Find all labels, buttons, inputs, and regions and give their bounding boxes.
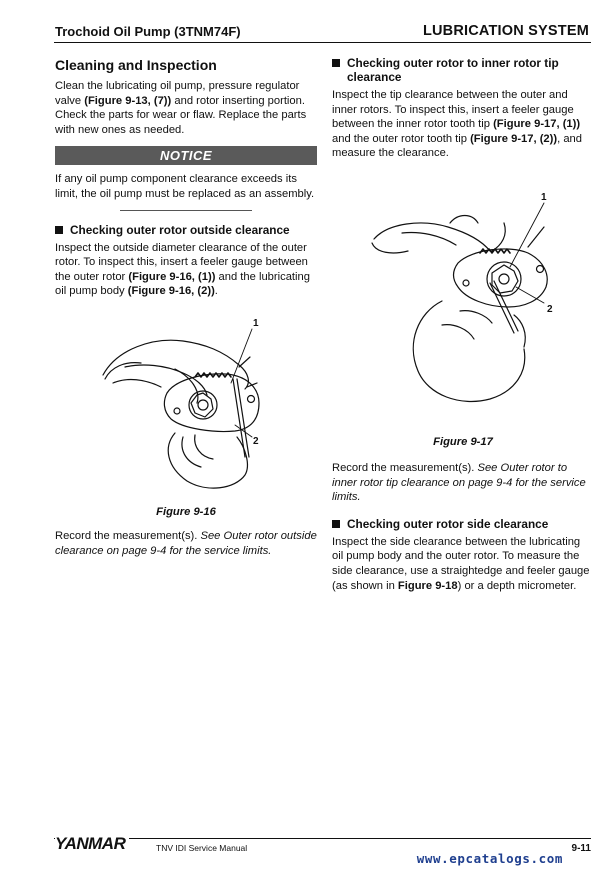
running-header-chapter: Trochoid Oil Pump (3TNM74F) bbox=[55, 24, 241, 39]
subsection-heading-outside-clearance: Checking outer rotor outside clearance bbox=[55, 223, 317, 237]
bullet-square-icon bbox=[332, 59, 340, 67]
footer-rule bbox=[54, 838, 591, 839]
yanmar-logo: YANMAR bbox=[55, 834, 129, 854]
figure-9-16-illustration bbox=[55, 307, 317, 507]
bullet-square-icon bbox=[332, 520, 340, 528]
figure-caption: Figure 9-17 bbox=[433, 435, 493, 448]
figure-caption: Figure 9-16 bbox=[156, 505, 216, 518]
section-title: Cleaning and Inspection bbox=[55, 57, 217, 73]
subsection-heading-side-clearance: Checking outer rotor side clearance bbox=[332, 517, 594, 531]
figure-9-16 bbox=[55, 307, 317, 519]
intro-paragraph: Clean the lubricating oil pump, pressure regulator valve (Figure 9-13, (7)) and rotor inserting portion. Check the parts for wear or flaw. Replace the parts with new ones as needed. bbox=[55, 80, 307, 136]
bullet-square-icon bbox=[55, 226, 63, 234]
manual-title: TNV IDI Service Manual bbox=[156, 843, 248, 853]
right-column bbox=[332, 56, 594, 593]
left-column bbox=[55, 56, 317, 558]
side-clearance-paragraph: Inspect the side clearance between the lubricating oil pump body and the outer rotor. To measure the side clearance, use a straightedge and feeler gauge (as shown in Figure 9-18) or a depth micrometer. bbox=[332, 535, 590, 592]
notice-text: If any oil pump component clearance exceeds its limit, the oil pump must be replaced as an assembly. bbox=[55, 173, 315, 200]
figure-callout-1: 1 bbox=[253, 317, 259, 329]
subsection-heading-tip-clearance: Checking outer rotor to inner rotor tip clearance bbox=[332, 56, 594, 84]
figure-callout-1: 1 bbox=[541, 191, 547, 203]
page-number: 9-11 bbox=[571, 843, 591, 854]
record-paragraph: Record the measurement(s). See Outer rotor to inner rotor tip clearance on page 9-4 for the service limits. bbox=[332, 461, 586, 504]
notice-banner: NOTICE bbox=[55, 146, 317, 165]
running-header-section: LUBRICATION SYSTEM bbox=[422, 23, 589, 39]
divider bbox=[120, 210, 252, 211]
figure-9-17 bbox=[332, 183, 594, 451]
watermark: www.epcatalogs.com bbox=[416, 851, 563, 866]
figure-9-17-illustration bbox=[332, 183, 594, 433]
tip-clearance-paragraph: Inspect the tip clearance between the outer and inner rotors. To inspect this, insert a feeler gauge between the inner rotor tooth tip (Figure 9-17, (1)) and the outer rotor tooth tip (Figure 9-17, (2)), and measure the clearance. bbox=[332, 89, 582, 160]
header-rule bbox=[54, 42, 591, 43]
outside-clearance-paragraph: Inspect the outside diameter clearance of the outer rotor. To inspect this, insert a feeler gauge between the outer rotor (Figure 9-16, (1)) and the lubricating oil pump body (Figure 9-16, (2)). bbox=[55, 241, 310, 298]
figure-callout-2: 2 bbox=[547, 303, 553, 315]
figure-callout-2: 2 bbox=[253, 435, 259, 447]
record-paragraph: Record the measurement(s). See Outer rotor outside clearance on page 9-4 for the service limits. bbox=[55, 529, 317, 557]
